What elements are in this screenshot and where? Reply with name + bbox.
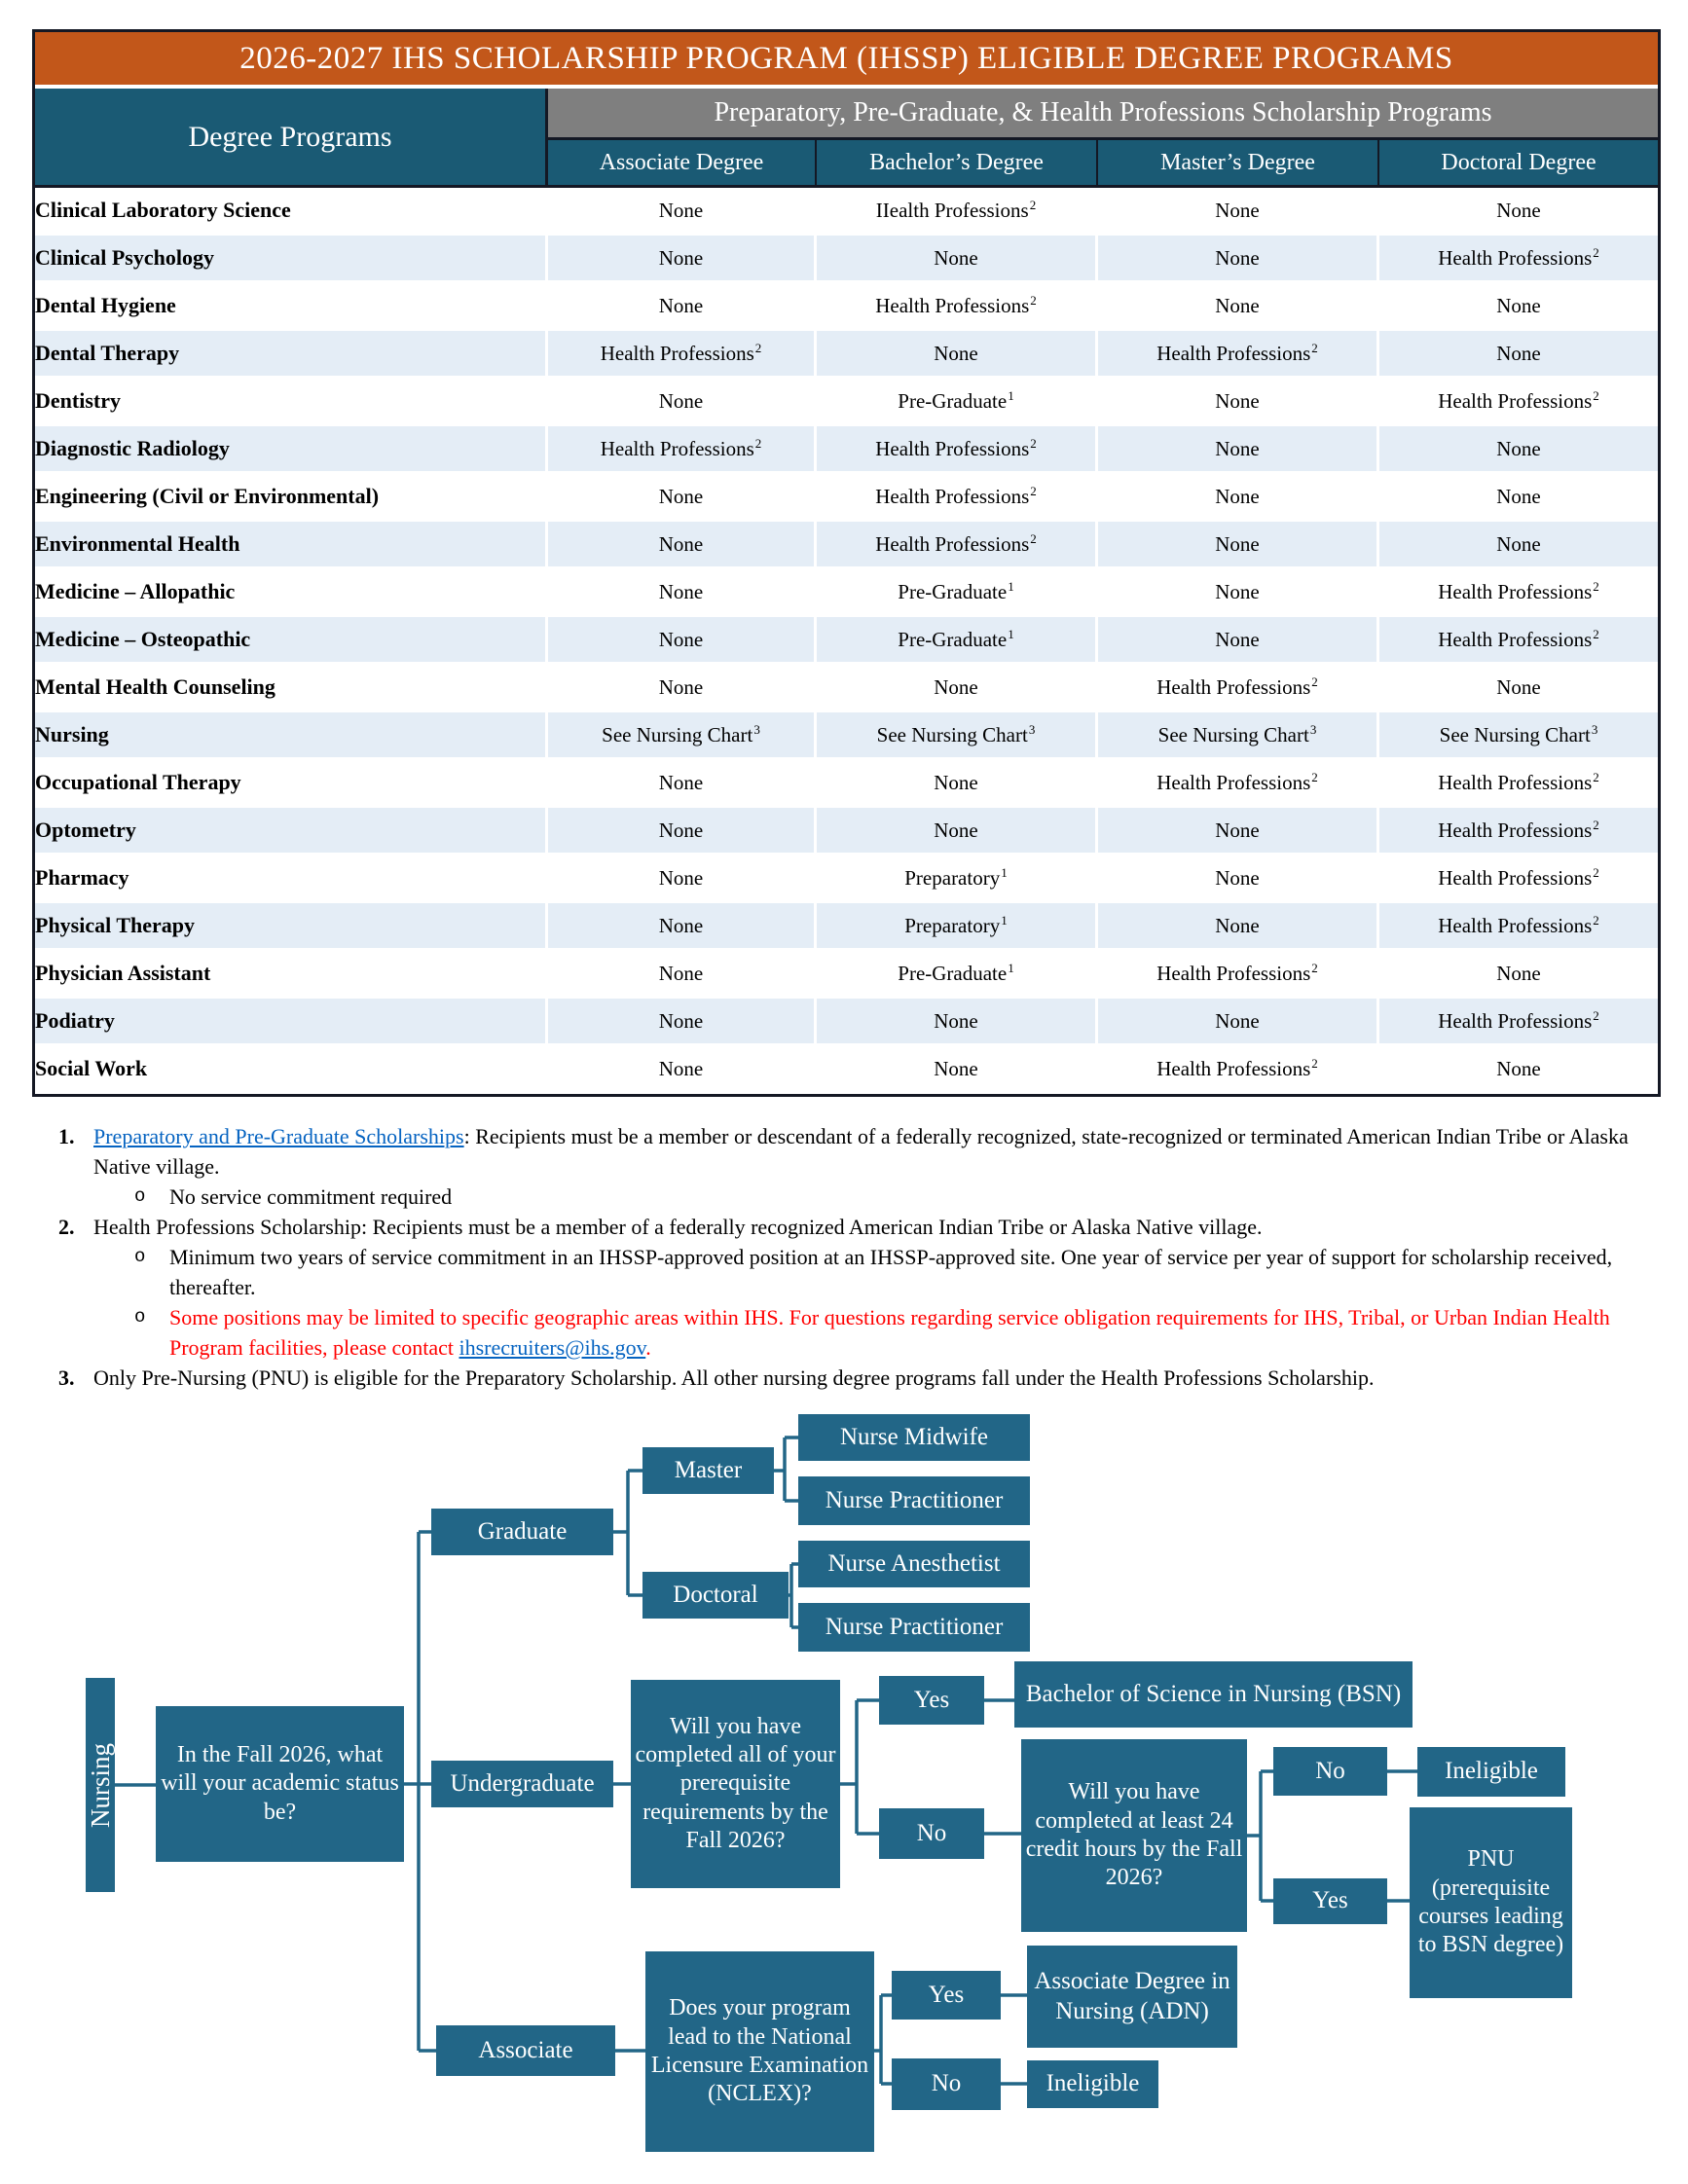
- program-name: Dentistry: [35, 379, 548, 426]
- footnote-bullet-text: [169, 1242, 1645, 1302]
- table-row: [35, 665, 1658, 712]
- flowchart-node-yes-3: Yes: [892, 1971, 1001, 2020]
- column-header-doctoral: Doctoral Degree: [1379, 140, 1658, 188]
- cell-masters: None: [1098, 236, 1379, 283]
- cell-doctoral: None: [1379, 283, 1658, 331]
- table-row: [35, 331, 1658, 379]
- footnote-bullet-text: [169, 1302, 1645, 1363]
- flowchart-node-pnu: PNU (prerequisite courses leading to BSN degree): [1410, 1807, 1572, 1998]
- footnote-text: : Recipients must be a member or descendant of a federally recognized, state-recognized or terminated American Indian Tribe or Alaska Native village.: [93, 1124, 1629, 1179]
- cell-bachelors: None: [817, 760, 1098, 808]
- cell-doctoral: None: [1379, 188, 1658, 236]
- table-row: [35, 379, 1658, 426]
- cell-associate: Health Professions$^2$: [548, 331, 817, 379]
- cell-masters: None: [1098, 855, 1379, 903]
- table-row: [35, 236, 1658, 283]
- footnote-text: Only Pre-Nursing (PNU) is eligible for the Preparatory Scholarship. All other nursing degree programs fall under the Health Professions Scholarship.: [93, 1365, 1375, 1390]
- cell-doctoral: None: [1379, 1046, 1658, 1094]
- column-header-associate: Associate Degree: [548, 140, 817, 188]
- cell-associate: None: [548, 474, 817, 522]
- flowchart-node-nclex-question: Does your program lead to the National Licensure Examination (NCLEX)?: [645, 1951, 874, 2152]
- footnote-number: 2.: [58, 1215, 75, 1239]
- cell-doctoral: None: [1379, 951, 1658, 999]
- eligibility-table-section: [32, 29, 1655, 1097]
- cell-bachelors: None: [817, 1046, 1098, 1094]
- table-row: [35, 999, 1658, 1046]
- cell-associate: None: [548, 188, 817, 236]
- nursing-side-label: Nursing: [85, 1742, 115, 1828]
- table-row: [35, 188, 1658, 236]
- footnote: [58, 1363, 1645, 1393]
- cell-associate: None: [548, 283, 817, 331]
- program-name: Podiatry: [35, 999, 548, 1046]
- flowchart-node-nurse-practitioner-1: Nurse Practitioner: [798, 1476, 1030, 1525]
- footnote-body: [93, 1212, 1645, 1363]
- program-name: Pharmacy: [35, 855, 548, 903]
- cell-bachelors: See Nursing Chart$^3$: [817, 712, 1098, 760]
- cell-masters: None: [1098, 379, 1379, 426]
- cell-masters: None: [1098, 426, 1379, 474]
- cell-doctoral: None: [1379, 426, 1658, 474]
- program-name: Mental Health Counseling: [35, 665, 548, 712]
- program-name: Physical Therapy: [35, 903, 548, 951]
- cell-masters: Health Professions$^2$: [1098, 951, 1379, 999]
- footnote-body: [93, 1121, 1645, 1212]
- cell-masters: None: [1098, 903, 1379, 951]
- flowchart-node-nurse-anesthetist: Nurse Anesthetist: [798, 1541, 1030, 1587]
- table-row: [35, 951, 1658, 999]
- flowchart-node-yes-1: Yes: [879, 1676, 984, 1725]
- program-name: Dental Hygiene: [35, 283, 548, 331]
- flowchart-node-associate: Associate: [436, 2025, 615, 2076]
- cell-bachelors: Health Professions$^2$: [817, 522, 1098, 569]
- table-row: [35, 903, 1658, 951]
- flowchart-node-ineligible-1: Ineligible: [1417, 1747, 1565, 1797]
- footnote-link[interactable]: Preparatory and Pre-Graduate Scholarships: [93, 1124, 464, 1148]
- cell-doctoral: Health Professions$^2$: [1379, 760, 1658, 808]
- table-row: [35, 1046, 1658, 1094]
- cell-masters: Health Professions$^2$: [1098, 331, 1379, 379]
- program-name: Clinical Laboratory Science: [35, 188, 548, 236]
- bullet-icon: o: [134, 1246, 146, 1267]
- table-row: [35, 808, 1658, 855]
- flowchart-node-credits-question: Will you have completed at least 24 credit hours by the Fall 2026?: [1021, 1739, 1247, 1932]
- cell-associate: None: [548, 760, 817, 808]
- cell-doctoral: Health Professions$^2$: [1379, 808, 1658, 855]
- cell-masters: Health Professions$^2$: [1098, 1046, 1379, 1094]
- footnote: [58, 1212, 1645, 1363]
- program-name: Social Work: [35, 1046, 548, 1094]
- cell-doctoral: None: [1379, 474, 1658, 522]
- flowchart-node-adn: Associate Degree in Nursing (ADN): [1027, 1946, 1237, 2048]
- cell-bachelors: Pre-Graduate$^1$: [817, 569, 1098, 617]
- cell-masters: None: [1098, 283, 1379, 331]
- cell-bachelors: Preparatory$^1$: [817, 855, 1098, 903]
- program-name: Engineering (Civil or Environmental): [35, 474, 548, 522]
- cell-masters: None: [1098, 188, 1379, 236]
- cell-masters: None: [1098, 617, 1379, 665]
- table-row: [35, 474, 1658, 522]
- cell-associate: None: [548, 379, 817, 426]
- cell-masters: None: [1098, 808, 1379, 855]
- cell-masters: None: [1098, 474, 1379, 522]
- cell-bachelors: Preparatory$^1$: [817, 903, 1098, 951]
- flowchart-node-status-question: In the Fall 2026, what will your academic status be?: [156, 1706, 404, 1862]
- cell-bachelors: Pre-Graduate$^1$: [817, 379, 1098, 426]
- cell-doctoral: None: [1379, 665, 1658, 712]
- program-name: Medicine – Osteopathic: [35, 617, 548, 665]
- footnotes: [58, 1121, 1645, 1393]
- cell-bachelors: Pre-Graduate$^1$: [817, 617, 1098, 665]
- cell-associate: None: [548, 999, 817, 1046]
- flowchart-node-doctoral: Doctoral: [642, 1572, 789, 1619]
- table-row: [35, 855, 1658, 903]
- flowchart-node-no-2: No: [1273, 1747, 1387, 1796]
- program-name: Clinical Psychology: [35, 236, 548, 283]
- footnote-bullet: [134, 1302, 1645, 1363]
- cell-bachelors: Health Professions$^2$: [817, 426, 1098, 474]
- cell-associate: None: [548, 236, 817, 283]
- cell-bachelors: IIealth Professions$^2$: [817, 188, 1098, 236]
- cell-bachelors: Pre-Graduate$^1$: [817, 951, 1098, 999]
- cell-doctoral: Health Professions$^2$: [1379, 855, 1658, 903]
- flowchart-node-no-1: No: [879, 1808, 984, 1859]
- flowchart-node-graduate: Graduate: [431, 1509, 613, 1555]
- column-header-masters: Master’s Degree: [1098, 140, 1379, 188]
- cell-masters: Health Professions$^2$: [1098, 760, 1379, 808]
- cell-doctoral: See Nursing Chart$^3$: [1379, 712, 1658, 760]
- cell-bachelors: None: [817, 999, 1098, 1046]
- cell-associate: None: [548, 903, 817, 951]
- flowchart-node-bsn: Bachelor of Science in Nursing (BSN): [1014, 1661, 1413, 1728]
- cell-masters: Health Professions$^2$: [1098, 665, 1379, 712]
- program-name: Physician Assistant: [35, 951, 548, 999]
- program-name: Diagnostic Radiology: [35, 426, 548, 474]
- footnote-text: .: [645, 1335, 651, 1360]
- footnote-number: 3.: [58, 1365, 75, 1390]
- column-header-bachelors: Bachelor’s Degree: [817, 140, 1098, 188]
- flowchart-node-prereq-question: Will you have completed all of your prerequisite requirements by the Fall 2026?: [631, 1680, 840, 1888]
- cell-associate: None: [548, 665, 817, 712]
- cell-doctoral: Health Professions$^2$: [1379, 903, 1658, 951]
- footnote-bullet: [134, 1242, 1645, 1302]
- footnote-bullet-text: [169, 1182, 1645, 1212]
- cell-doctoral: Health Professions$^2$: [1379, 617, 1658, 665]
- program-name: Occupational Therapy: [35, 760, 548, 808]
- degree-programs-header: Degree Programs: [35, 89, 548, 188]
- flowchart-node-nursing: [86, 1678, 115, 1892]
- cell-associate: None: [548, 522, 817, 569]
- cell-masters: None: [1098, 522, 1379, 569]
- program-name: Environmental Health: [35, 522, 548, 569]
- program-name: Optometry: [35, 808, 548, 855]
- program-name: Nursing: [35, 712, 548, 760]
- cell-doctoral: None: [1379, 331, 1658, 379]
- cell-doctoral: Health Professions$^2$: [1379, 236, 1658, 283]
- table-row: [35, 569, 1658, 617]
- cell-bachelors: None: [817, 236, 1098, 283]
- cell-masters: See Nursing Chart$^3$: [1098, 712, 1379, 760]
- flowchart-node-no-3: No: [892, 2058, 1001, 2110]
- flowchart-node-undergraduate: Undergraduate: [431, 1761, 613, 1807]
- cell-associate: None: [548, 808, 817, 855]
- footnote-bullet: [134, 1182, 1645, 1212]
- footnote-body: [93, 1363, 1645, 1393]
- cell-doctoral: Health Professions$^2$: [1379, 379, 1658, 426]
- table-row: [35, 522, 1658, 569]
- cell-associate: None: [548, 951, 817, 999]
- program-name: Dental Therapy: [35, 331, 548, 379]
- cell-associate: See Nursing Chart$^3$: [548, 712, 817, 760]
- cell-bachelors: None: [817, 665, 1098, 712]
- page-title: 2026-2027 IHS SCHOLARSHIP PROGRAM (IHSSP) ELIGIBLE DEGREE PROGRAMS: [35, 32, 1658, 89]
- cell-masters: None: [1098, 999, 1379, 1046]
- footnote: [58, 1121, 1645, 1212]
- footnote-text: Some positions may be limited to specific geographic areas within IHS. For questions regarding service obligation requirements for IHS, Tribal, or Urban Indian Health Program facilities, please contact: [169, 1305, 1610, 1360]
- degree-programs-table: [32, 29, 1661, 1097]
- scholarship-group-header: Preparatory, Pre-Graduate, & Health Professions Scholarship Programs: [548, 89, 1658, 140]
- cell-bachelors: None: [817, 808, 1098, 855]
- table-row: [35, 712, 1658, 760]
- cell-associate: Health Professions$^2$: [548, 426, 817, 474]
- flowchart-node-nurse-practitioner-2: Nurse Practitioner: [798, 1603, 1030, 1652]
- flowchart-node-yes-2: Yes: [1273, 1878, 1387, 1924]
- cell-associate: None: [548, 569, 817, 617]
- cell-bachelors: Health Professions$^2$: [817, 283, 1098, 331]
- cell-doctoral: Health Professions$^2$: [1379, 999, 1658, 1046]
- table-row: [35, 283, 1658, 331]
- footnote-text: Minimum two years of service commitment in an IHSSP-approved position at an IHSSP-approved site. One year of service per year of support for scholarship received, thereafter.: [169, 1245, 1613, 1299]
- footnote-text: No service commitment required: [169, 1184, 453, 1209]
- degree-table-body: [35, 188, 1658, 1094]
- footnote-text: Health Professions Scholarship: Recipients must be a member of a federally recognized American Indian Tribe or Alaska Native village.: [93, 1215, 1263, 1239]
- cell-associate: None: [548, 1046, 817, 1094]
- cell-doctoral: Health Professions$^2$: [1379, 569, 1658, 617]
- footnote-number: 1.: [58, 1124, 75, 1148]
- program-name: Medicine – Allopathic: [35, 569, 548, 617]
- cell-associate: None: [548, 617, 817, 665]
- footnote-link[interactable]: ihsrecruiters@ihs.gov: [459, 1335, 646, 1360]
- cell-masters: None: [1098, 569, 1379, 617]
- table-row: [35, 760, 1658, 808]
- flowchart-node-master: Master: [642, 1447, 774, 1494]
- cell-bachelors: Health Professions$^2$: [817, 474, 1098, 522]
- bullet-icon: o: [134, 1185, 146, 1207]
- table-row: [35, 617, 1658, 665]
- cell-doctoral: None: [1379, 522, 1658, 569]
- cell-associate: None: [548, 855, 817, 903]
- cell-bachelors: None: [817, 331, 1098, 379]
- bullet-icon: o: [134, 1306, 146, 1328]
- flowchart-node-nurse-midwife: Nurse Midwife: [798, 1414, 1030, 1461]
- flowchart-node-ineligible-2: Ineligible: [1027, 2060, 1158, 2108]
- table-row: [35, 426, 1658, 474]
